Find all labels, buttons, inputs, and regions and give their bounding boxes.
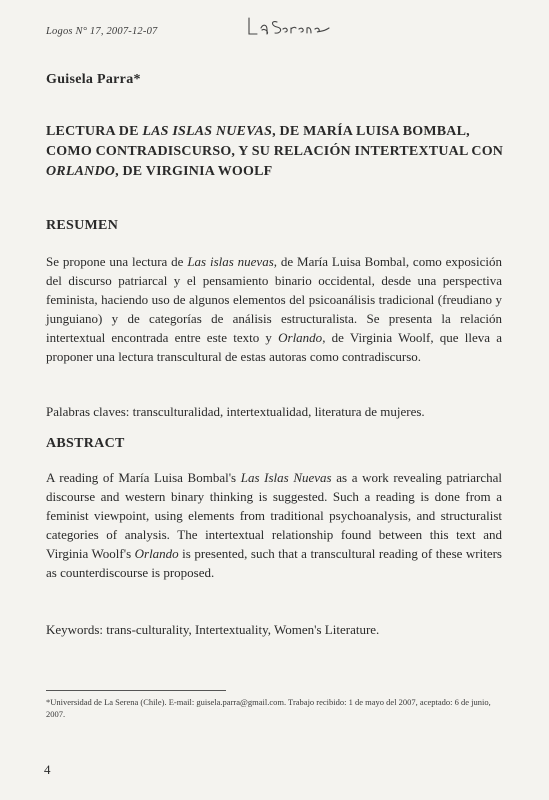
handwritten-annotation	[245, 14, 335, 40]
abstract-text-2: as a work revealing patriarchal discourse and western binary thinking is suggested. Such a reading is done from a feminist viewpoint, using elements from traditional psychoanalysis, and structuralist categories of analysis. The intertextual relationship found between this text and Virginia Woolf's	[46, 470, 502, 561]
abstract-text-3: is presented, such that a transcultural reading of these writers as counterdiscourse is proposed.	[46, 546, 502, 580]
abstract-italic-1: Las Islas Nuevas	[240, 470, 332, 485]
title-italic-2: ORLANDO	[46, 164, 116, 179]
title-part-2: , DE MARÍA LUISA BOMBAL, COMO CONTRADISCURSO, Y SU RELACIÓN INTERTEXTUAL CON	[46, 124, 504, 159]
palabras-claves: Palabras claves: transculturalidad, intertextualidad, literatura de mujeres.	[46, 404, 425, 419]
resumen-text-1: Se propone una lectura de	[46, 254, 188, 269]
abstract-text-1: A reading of María Luisa Bombal's	[46, 470, 241, 485]
abstract-italic-2: Orlando	[134, 546, 179, 561]
resumen-italic-2: Orlando	[278, 330, 323, 345]
article-title	[46, 122, 506, 182]
abstract-heading: ABSTRACT	[46, 436, 125, 451]
keywords: Keywords: trans-culturality, Intertextuality, Women's Literature.	[46, 622, 380, 637]
resumen-text-2: , de María Luisa Bombal, como exposición del discurso patriarcal y el pensamiento binario occidental, desde una perspectiva feminista, haciendo uso de algunos elementos del psicoanálisis tradicional (freudiano y junguiano) y de categorías de análisis estructuralista. Se presenta la relación intertextual encontrada entre este texto y	[46, 254, 502, 345]
resumen-italic-1: Las islas nuevas	[187, 254, 274, 269]
resumen-text-3: , de Virginia Woolf, que lleva a proponer una lectura transcultural de estas autoras como contradiscurso.	[46, 330, 502, 364]
abstract-paragraph	[46, 468, 502, 582]
resumen-paragraph	[46, 252, 502, 366]
resumen-heading: RESUMEN	[46, 218, 119, 233]
footnote: *Universidad de La Serena (Chile). E-mail: guisela.parra@gmail.com. Trabajo recibido: 1 de mayo del 2007, aceptado: 6 de junio, 2007.	[46, 697, 491, 719]
title-part-3: , DE VIRGINIA WOOLF	[115, 164, 273, 179]
author-name: Guisela Parra*	[46, 72, 141, 87]
page-number: 4	[44, 762, 51, 777]
running-header: Logos N° 17, 2007-12-07	[46, 26, 158, 37]
title-part-1: LECTURA DE	[46, 124, 143, 139]
title-italic-1: LAS ISLAS NUEVAS	[142, 124, 273, 139]
footnote-divider	[46, 690, 226, 691]
